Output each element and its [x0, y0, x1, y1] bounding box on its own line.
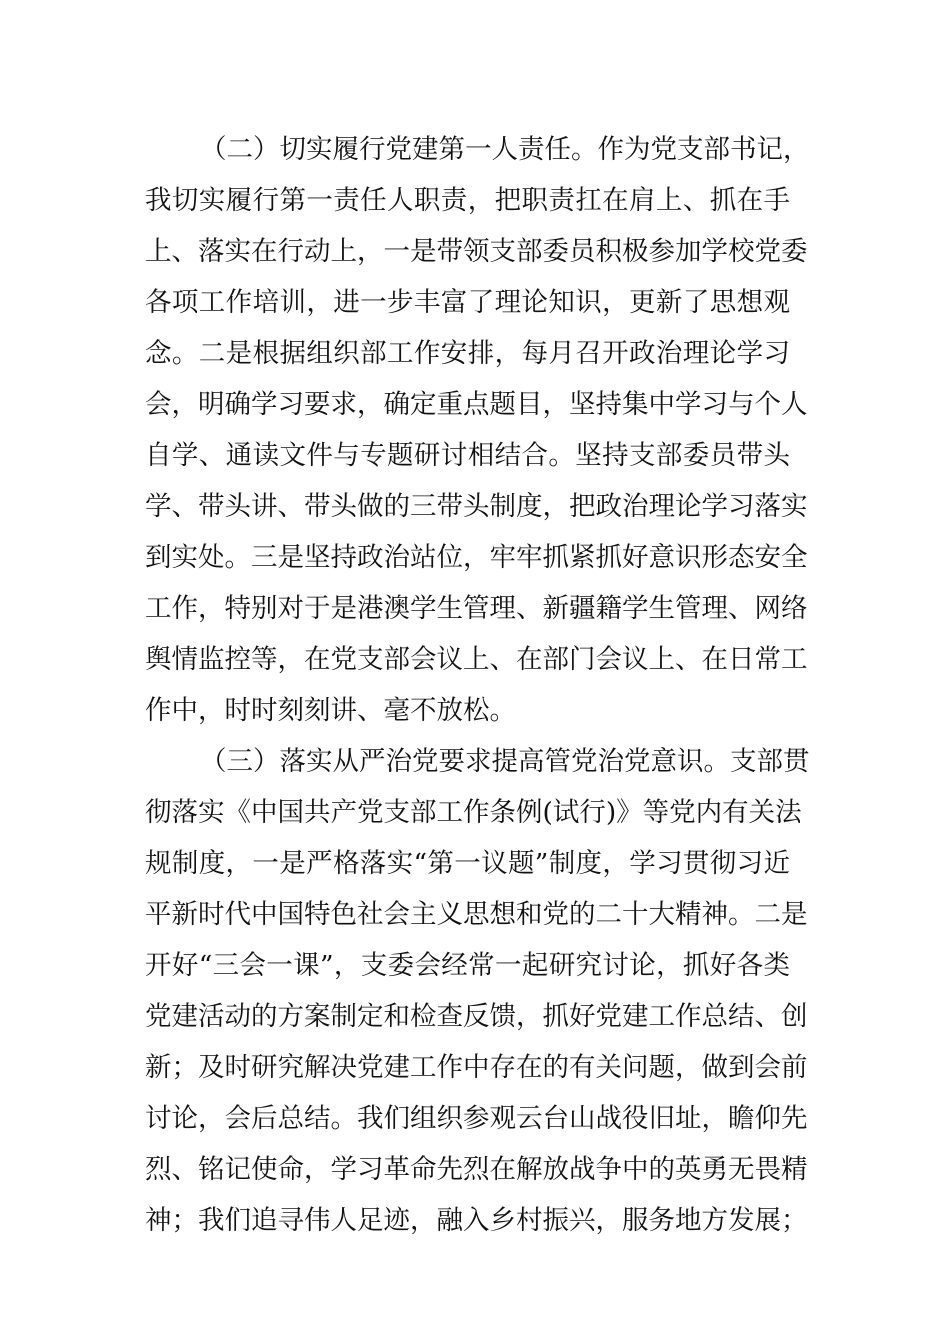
- paragraph-1-line-9: 到实处。三是坚持政治站位，牢牢抓紧抓好意识形态安全: [145, 542, 808, 573]
- paragraph-2-line-1: （三）落实从严治党要求提高管党治党意识。支部贯: [200, 746, 810, 777]
- paragraph-2-line-5: 开好“三会一课”，支委会经常一起研究讨论，抓好各类: [145, 950, 790, 981]
- paragraph-1-line-12: 作中，时时刻刻讲、毫不放松。: [145, 695, 516, 726]
- paragraph-2-line-6: 党建活动的方案制定和检查反馈，抓好党建工作总结、创: [145, 1001, 808, 1032]
- paragraph-2-line-8: 讨论，会后总结。我们组织参观云台山战役旧址，瞻仰先: [145, 1103, 808, 1134]
- paragraph-1-line-6: 会，明确学习要求，确定重点题目，坚持集中学习与个人: [145, 389, 808, 420]
- paragraph-1-line-10: 工作，特别对于是港澳学生管理、新疆籍学生管理、网络: [145, 593, 808, 624]
- paragraph-2-line-9: 烈、铭记使命，学习革命先烈在解放战争中的英勇无畏精: [145, 1154, 808, 1185]
- paragraph-1-line-8: 学、带头讲、带头做的三带头制度，把政治理论学习落实: [145, 491, 808, 522]
- paragraph-1-line-1: （二）切实履行党建第一人责任。作为党支部书记，: [200, 134, 810, 165]
- paragraph-2-line-7: 新；及时研究解决党建工作中存在的有关问题，做到会前: [145, 1052, 808, 1083]
- paragraph-2-line-2: 彻落实《中国共产党支部工作条例(试行)》等党内有关法: [145, 797, 802, 828]
- paragraph-2-line-4: 平新时代中国特色社会主义思想和党的二十大精神。二是: [145, 899, 808, 930]
- paragraph-1-line-4: 各项工作培训，进一步丰富了理论知识，更新了思想观: [145, 287, 790, 318]
- paragraph-2-line-10: 神；我们追寻伟人足迹，融入乡村振兴，服务地方发展；: [145, 1205, 808, 1236]
- paragraph-1-line-7: 自学、通读文件与专题研讨相结合。坚持支部委员带头: [145, 440, 790, 471]
- paragraph-2-line-3: 规制度，一是严格落实“第一议题”制度，学习贯彻习近: [145, 848, 790, 879]
- paragraph-1-line-2: 我切实履行第一责任人职责，把职责扛在肩上、抓在手: [145, 185, 790, 216]
- paragraph-1-line-11: 舆情监控等，在党支部会议上、在部门会议上、在日常工: [145, 644, 808, 675]
- paragraph-1-line-5: 念。二是根据组织部工作安排，每月召开政治理论学习: [145, 338, 790, 369]
- paragraph-1-line-3: 上、落实在行动上，一是带领支部委员积极参加学校党委: [145, 236, 808, 267]
